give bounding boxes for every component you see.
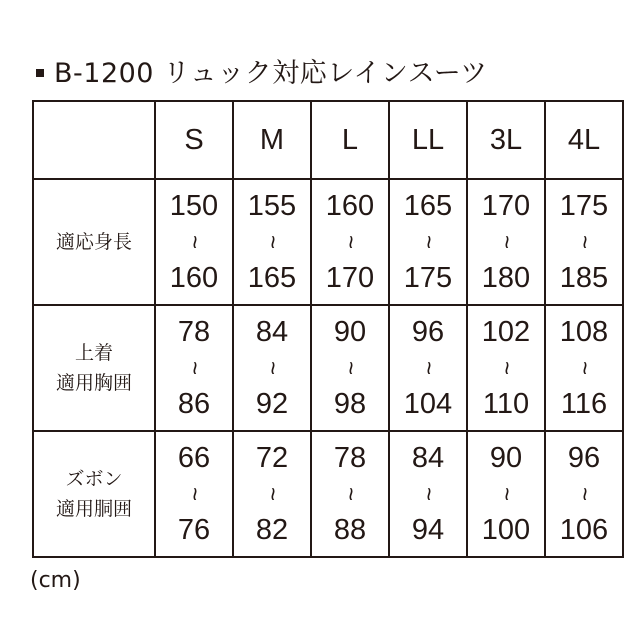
range-cell	[467, 179, 545, 305]
range-cell	[311, 179, 389, 305]
range-from: 90	[489, 442, 523, 474]
range-cell	[155, 431, 233, 557]
range-to: 104	[403, 388, 453, 420]
range-separator: ~	[337, 234, 364, 249]
size-header-s: S	[155, 101, 233, 179]
range-separator: ~	[415, 234, 442, 249]
range-to: 76	[177, 514, 211, 546]
range-separator: ~	[571, 234, 598, 249]
range-cell	[467, 305, 545, 431]
range-separator: ~	[415, 360, 442, 375]
range-to: 110	[482, 388, 530, 420]
range-cell	[311, 305, 389, 431]
range-from: 175	[559, 190, 609, 222]
range-from: 165	[403, 190, 453, 222]
size-header-3l: 3L	[467, 101, 545, 179]
range-to: 82	[255, 514, 289, 546]
row-label-line: 適応身長	[55, 231, 132, 253]
range-to: 98	[333, 388, 367, 420]
title-text: B-1200 リュック対応レインスーツ	[54, 58, 488, 89]
size-chart-table	[32, 100, 624, 558]
range-separator: ~	[259, 234, 286, 249]
range-separator: ~	[181, 486, 208, 501]
page-title	[36, 54, 488, 94]
range-from: 66	[177, 442, 211, 474]
range-from: 155	[247, 190, 297, 222]
range-separator: ~	[415, 486, 442, 501]
range-to: 100	[481, 514, 531, 546]
range-cell	[545, 431, 623, 557]
range-from: 170	[481, 190, 531, 222]
table-row-height	[33, 179, 623, 305]
range-to: 92	[255, 388, 289, 420]
size-header-m: M	[233, 101, 311, 179]
table-row-waist	[33, 431, 623, 557]
range-cell	[233, 305, 311, 431]
range-cell	[155, 179, 233, 305]
range-from: 150	[169, 190, 219, 222]
range-separator: ~	[493, 234, 520, 249]
range-to: 106	[559, 514, 609, 546]
range-to: 175	[403, 262, 453, 294]
row-label-line: ズボン	[65, 468, 123, 490]
range-to: 165	[247, 262, 297, 294]
row-label-waist	[33, 431, 155, 557]
range-cell	[389, 179, 467, 305]
range-from: 78	[177, 316, 211, 348]
range-separator: ~	[571, 486, 598, 501]
range-from: 102	[481, 316, 531, 348]
range-separator: ~	[337, 360, 364, 375]
size-header-row	[33, 101, 623, 179]
range-cell	[545, 305, 623, 431]
range-to: 185	[559, 262, 609, 294]
range-cell	[545, 179, 623, 305]
range-to: 86	[177, 388, 211, 420]
range-from: 84	[411, 442, 445, 474]
unit-note: (cm)	[30, 568, 81, 593]
corner-cell	[33, 101, 155, 179]
range-separator: ~	[493, 486, 520, 501]
range-to: 88	[333, 514, 367, 546]
range-from: 96	[567, 442, 601, 474]
range-separator: ~	[259, 360, 286, 375]
row-label-line: 適用胸囲	[55, 372, 132, 394]
range-cell	[389, 305, 467, 431]
range-separator: ~	[337, 486, 364, 501]
range-cell	[311, 431, 389, 557]
range-to: 180	[481, 262, 531, 294]
bullet-square-icon	[36, 69, 44, 77]
range-separator: ~	[493, 360, 520, 375]
row-label-line: 適用胴囲	[55, 498, 132, 520]
range-to: 116	[560, 388, 608, 420]
range-to: 94	[411, 514, 445, 546]
range-from: 84	[255, 316, 289, 348]
range-to: 170	[325, 262, 375, 294]
range-cell	[233, 179, 311, 305]
row-label-line: 上着	[74, 342, 113, 364]
range-cell	[155, 305, 233, 431]
row-label-chest	[33, 305, 155, 431]
range-from: 108	[559, 316, 609, 348]
range-separator: ~	[181, 360, 208, 375]
range-from: 72	[255, 442, 289, 474]
range-to: 160	[169, 262, 219, 294]
range-from: 78	[333, 442, 367, 474]
range-from: 96	[411, 316, 445, 348]
range-cell	[233, 431, 311, 557]
range-separator: ~	[181, 234, 208, 249]
range-from: 160	[325, 190, 375, 222]
size-header-ll: LL	[389, 101, 467, 179]
range-separator: ~	[259, 486, 286, 501]
size-header-4l: 4L	[545, 101, 623, 179]
row-label-height	[33, 179, 155, 305]
range-cell	[467, 431, 545, 557]
range-cell	[389, 431, 467, 557]
table-row-chest	[33, 305, 623, 431]
range-separator: ~	[571, 360, 598, 375]
size-header-l: L	[311, 101, 389, 179]
range-from: 90	[333, 316, 367, 348]
